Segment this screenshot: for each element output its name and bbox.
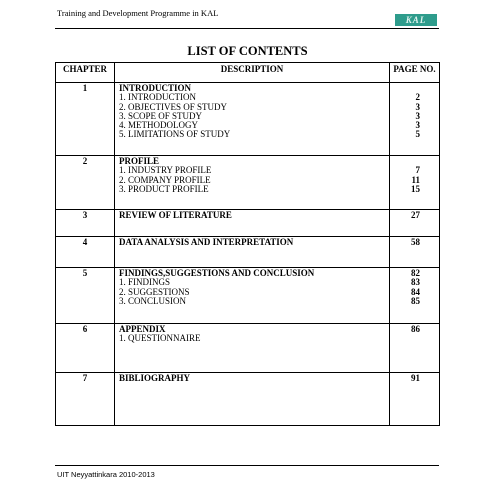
page-numbers: [390, 324, 440, 373]
list-item: 1. FINDINGS: [119, 277, 171, 288]
running-footer: UIT Neyyattinkara 2010-2013: [57, 470, 155, 479]
page-number: 84: [411, 286, 420, 297]
page-numbers: [390, 237, 440, 268]
list-item: 1. INTRODUCTION: [119, 92, 196, 103]
list-item: 3. CONCLUSION: [119, 295, 187, 306]
chapter-description: [115, 268, 390, 324]
list-item: 4. METHODOLOGY: [119, 120, 198, 131]
page-numbers: [390, 156, 440, 210]
kal-logo: KAL: [395, 14, 437, 26]
table-row: [56, 156, 440, 210]
page-numbers: [390, 210, 440, 237]
page-numbers: [390, 268, 440, 324]
chapter-column-header: CHAPTER: [56, 63, 115, 83]
table-row: [56, 83, 440, 156]
chapter-title: BIBLIOGRAPHY: [119, 373, 191, 383]
description-column-header: DESCRIPTION: [115, 63, 390, 83]
chapter-description: [115, 324, 390, 373]
running-header: Training and Development Programme in KAL: [57, 8, 219, 18]
chapter-description: [115, 373, 390, 426]
list-item: 2. OBJECTIVES OF STUDY: [119, 101, 228, 112]
chapter-number: 6: [56, 324, 115, 373]
list-item: 1. QUESTIONNAIRE: [119, 333, 201, 344]
page-number: 3: [415, 110, 420, 121]
chapter-number: 3: [56, 210, 115, 237]
chapter-number: 1: [56, 83, 115, 156]
page-numbers: [390, 83, 440, 156]
list-item: 2. COMPANY PROFILE: [119, 174, 211, 185]
chapter-description: [115, 237, 390, 268]
contents-table: [55, 62, 440, 426]
page-number: 58: [411, 237, 420, 247]
chapter-title: APPENDIX: [119, 324, 166, 334]
page-number: 3: [415, 101, 420, 112]
table-row: [56, 268, 440, 324]
page-number: 7: [415, 165, 420, 176]
table-row: [56, 324, 440, 373]
page-number: 27: [411, 210, 420, 220]
chapter-title: PROFILE: [119, 156, 160, 166]
table-row: [56, 373, 440, 426]
chapter-title: FINDINGS,SUGGESTIONS AND CONCLUSION: [119, 268, 315, 278]
chapter-title: REVIEW OF LITERATURE: [119, 210, 232, 220]
page-title: LIST OF CONTENTS: [187, 44, 308, 58]
page-number: 82: [411, 268, 420, 278]
list-item: 3. SCOPE OF STUDY: [119, 110, 203, 121]
page-no-column-header: PAGE NO.: [390, 63, 440, 83]
page-number: 85: [411, 295, 420, 306]
chapter-title: INTRODUCTION: [119, 83, 192, 93]
page-numbers: [390, 373, 440, 426]
footer-rule: [55, 465, 439, 466]
table-row: [56, 237, 440, 268]
page-number: 5: [415, 129, 420, 140]
chapter-description: [115, 156, 390, 210]
header-rule: [55, 28, 439, 29]
page-number: 11: [411, 174, 420, 185]
page-number: 86: [411, 324, 420, 334]
chapter-description: [115, 210, 390, 237]
chapter-number: 5: [56, 268, 115, 324]
page-number: 83: [411, 277, 420, 288]
chapter-title: DATA ANALYSIS AND INTERPRETATION: [119, 237, 294, 247]
page-number: 2: [415, 92, 420, 103]
page-number: 15: [411, 183, 420, 194]
chapter-number: 7: [56, 373, 115, 426]
page-number: 91: [411, 373, 420, 383]
list-item: 5. LIMITATIONS OF STUDY: [119, 129, 231, 140]
table-row: [56, 210, 440, 237]
list-item: 2. SUGGESTIONS: [119, 286, 190, 297]
table-header-row: [56, 63, 440, 83]
list-item: 3. PRODUCT PROFILE: [119, 183, 209, 194]
list-item: 1. INDUSTRY PROFILE: [119, 165, 212, 176]
page-number: 3: [415, 120, 420, 131]
chapter-number: 2: [56, 156, 115, 210]
chapter-number: 4: [56, 237, 115, 268]
chapter-description: [115, 83, 390, 156]
